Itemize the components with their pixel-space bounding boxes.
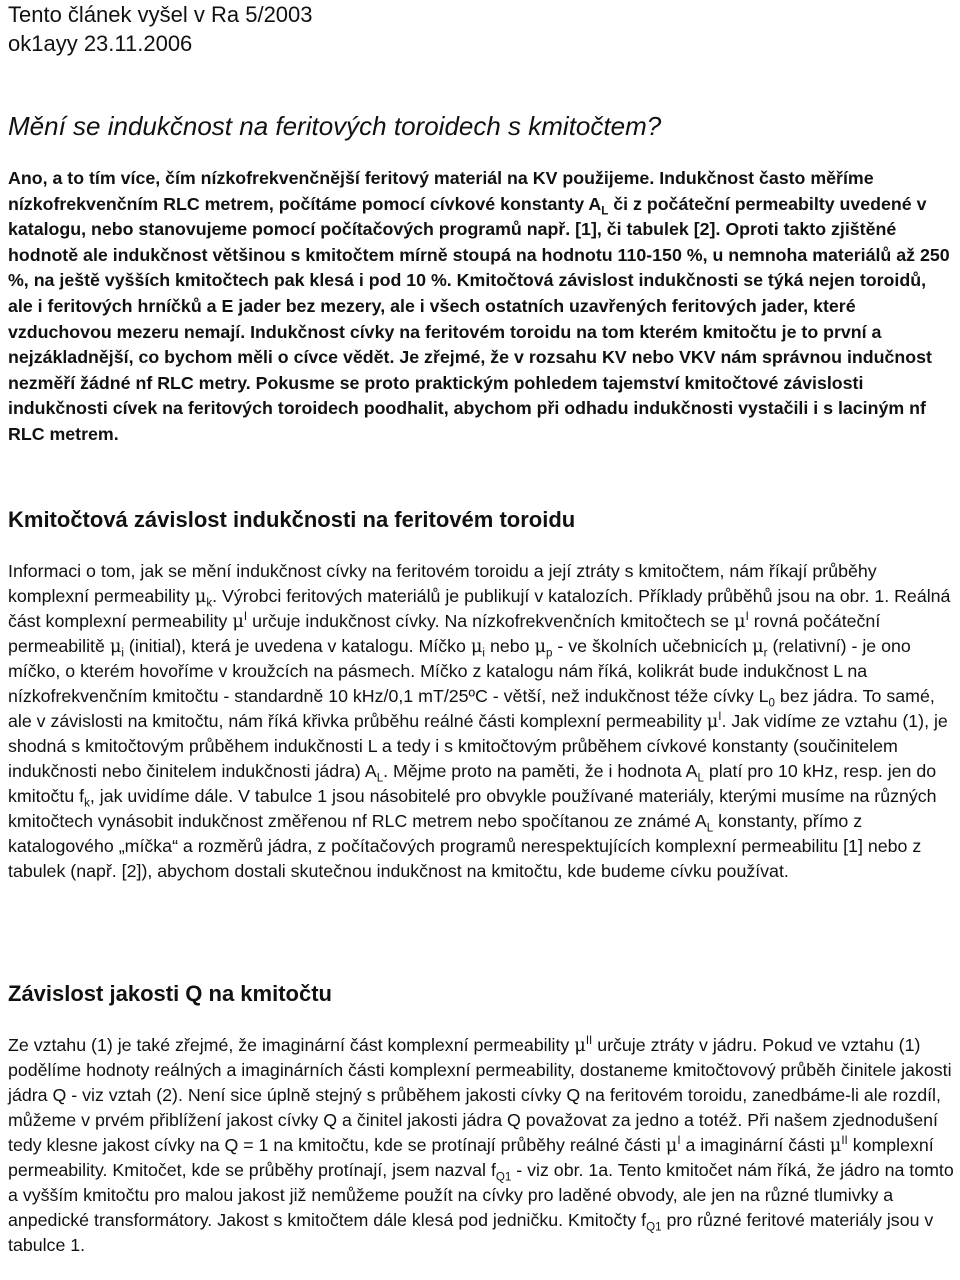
section-heading-frequency-dependence: Kmitočtová závislost indukčnosti na feritovém toroidu bbox=[8, 507, 576, 532]
section2-paragraph: Ze vztahu (1) je také zřejmé, že imaginární část komplexní permeability $\mu^{II}$ určuje ztráty v jádru. Pokud ve vztahu (1) podělíme hodnoty reálných a imaginárních části komplexní permeability, dostaneme kmitočtovový průběh činitele jakosti jádra Q - viz vztah (2). Není sice úplně stejný s průběhem jakosti cívky Q na feritovém toroidu, zanedbáme-li ale rozdíl, můžeme v prvém přiblížení jakost cívky Q a činitel jakosti jádra Q považovat za jedno a totéž. Při našem zjednodušení tedy klesne jakost cívky na Q = 1 na kmitočtu, kde se protínají průběhy reálné části $\mu^I$ a imaginární části $\mu^{II}$ komplexní permeability. Kmitočet, kde se průběhy protínají, jsem nazval $f_{Q1}$ - viz obr. 1a. Tento kmitočet nám říká, že jádro na tomto a vyšším kmitočtu pro malou jakost již nemůžeme použít na cívky pro laděné obvody, ale jen na různé tlumivky a anpedické transformátory. Jakost s kmitočtem dále klesá pod jedničku. Kmitočty $f_{Q1}$ pro různé feritové materiály jsou v tabulce 1. bbox=[8, 1035, 954, 1255]
author-date: ok1ayy 23.11.2006 bbox=[8, 31, 193, 56]
article-header bbox=[8, 0, 313, 58]
section1-paragraph: Informaci o tom, jak se mění indukčnost cívky na feritovém toroidu a její ztráty s kmitočtem, nám říkají průběhy komplexní permeability $\mu_k$. Výrobci feritových materiálů je publikují v katalozích. Příklady průběhů jsou na obr. 1. Reálná část komplexní permeability $\mu^I$ určuje indukčnost cívky. Na nízkofrekvenčních kmitočtech se $\mu^I$ rovná počáteční permeabilitě $\mu_i$ (initial), která je uvedena v katalogu. Míčko $\mu_i$ nebo $\mu_p$ - ve školních učebnicích $\mu_r$ (relativní) - je ono míčko, o kterém hovoříme v kroužcích na pásmech. Míčko z katalogu nám říká, kolikrát bude indukčnost L na nízkofrekvenčním kmitočtu - standardně 10 kHz/0,1 mT/25ºC - větší, než indukčnost téže cívky $L_0$ bez jádra. To samé, ale v závislosti na kmitočtu, nám říká křivka průběhu reálné části komplexní permeability $\mu^I$. Jak vidíme ze vztahu (1), je shodná s kmitočtovým průběhem indukčnosti L a tedy i s kmitočtovým průběhem cívkové konstanty (součinitelem indukčnosti nebo činitelem indukčnosti jádra) $A_L$. Mějme proto na paměti, že i hodnota $A_L$ platí pro 10 kHz, resp. jen do kmitočtu $f_k$, jak uvidíme dále. V tabulce 1 jsou násobitelé pro obvykle používané materiály, kterými musíme na různých kmitočtech vynásobit indukčnost změřenou nf RLC metrem nebo spočítanou ze známé $A_L$ konstanty, přímo z katalogového „míčka“ a rozměrů jádra, z počítačových programů nerespektujících komplexní permeabilitu [1] nebo z tabulek (např. [2]), abychom dostali skutečnou indukčnost na kmitočtu, kde budeme cívku používat. bbox=[8, 561, 951, 881]
intro-paragraph: Ano, a to tím více, čím nízkofrekvenčnější feritový materiál na KV použijeme. Indukčnost často měříme nízkofrekvenčním RLC metrem, počítáme pomocí cívkové konstanty $A_L$ či z počáteční permeabilty uvedené v katalogu, nebo stanovujeme pomocí počítačových programů např. [1], či tabulek [2]. Oproti takto zjištěné hodnotě ale indukčnost většinou s kmitočtem mírně stoupá na hodnotu 110-150 %, u nemnoha materiálů až 250 %, na ještě vyšších kmitočtech pak klesá i pod 10 %. Kmitočtová závislost indukčnosti se týká nejen toroidů, ale i feritových hrníčků a E jader bez mezery, ale i všech ostatních uzavřených feritových jader, které vzduchovou mezeru nemají. Indukčnost cívky na feritovém toroidu na tom kterém kmitočtu je to první a nejzákladnější, co bychom měli o cívce vědět. Je zřejmé, že v rozsahu KV nebo VKV nám správnou indučnost nezměří žádné nf RLC metry. Pokusme se proto praktickým pohledem tajemství kmitočtové závislosti indukčnosti cívek na feritových toroidech poodhalit, abychom při odhadu indukčnosti vystačili i s laciným nf RLC metrem. bbox=[8, 168, 950, 444]
section-heading-q-dependence: Závislost jakosti Q na kmitočtu bbox=[8, 981, 332, 1006]
publication-note: Tento článek vyšel v Ra 5/2003 bbox=[8, 2, 313, 27]
article-title: Mění se indukčnost na feritových toroidech s kmitočtem? bbox=[8, 111, 662, 141]
